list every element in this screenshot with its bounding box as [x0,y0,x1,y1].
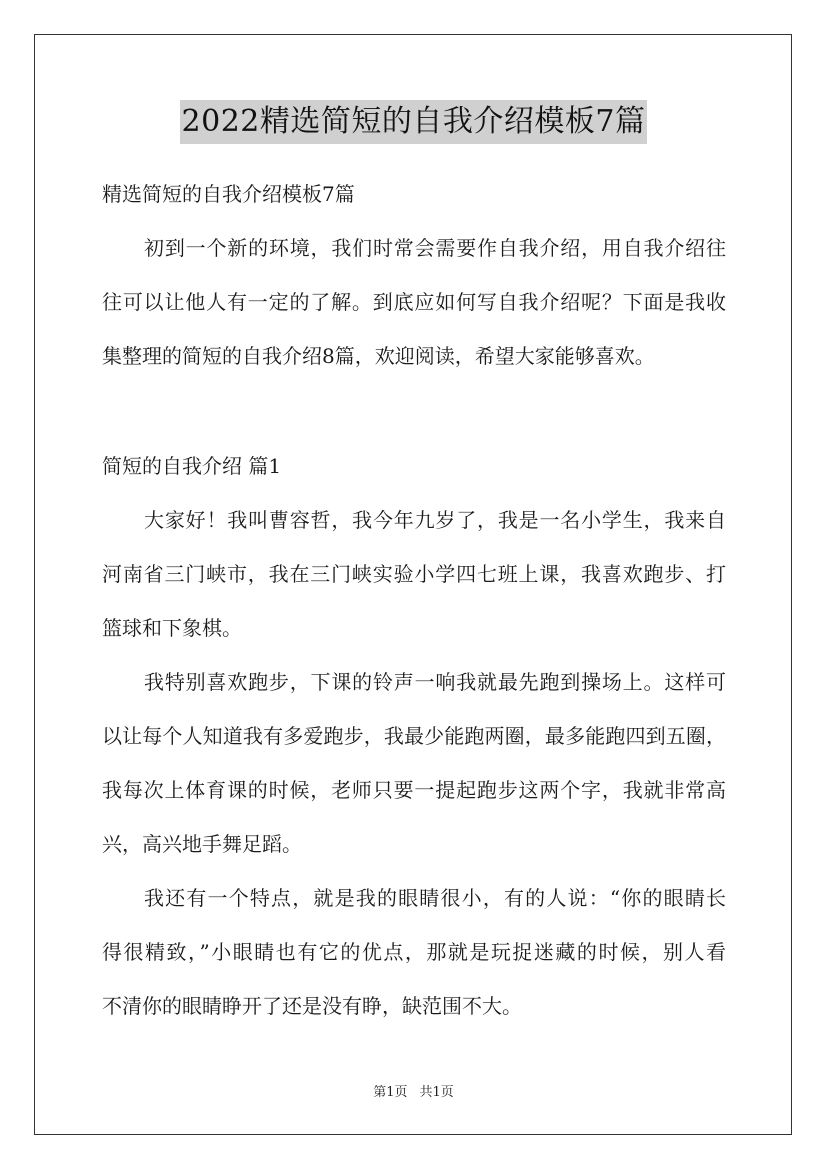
intro-line-2: 往可以让他人有一定的了解。到底应如何写自我介绍呢？下面是我收 [102,290,726,314]
para1-line-1: 大家好！我叫曹容哲，我今年九岁了，我是一名小学生，我来自 [144,508,726,532]
para2-line-2: 以让每个人知道我有多爱跑步，我最少能跑两圈，最多能跑四到五圈， [102,724,726,748]
title-container [0,100,827,144]
page-number-current: 第1页 [373,1085,408,1100]
para2-line-1: 我特别喜欢跑步，下课的铃声一响我就最先跑到操场上。这样可 [144,670,726,694]
para3-line-3: 不清你的眼睛睁开了还是没有睁，缺范围不大。 [102,994,522,1018]
intro-line-3: 集整理的简短的自我介绍8篇，欢迎阅读，希望大家能够喜欢。 [102,344,655,368]
para1-line-2: 河南省三门峡市，我在三门峡实验小学四七班上课，我喜欢跑步、打 [102,562,726,586]
document-subtitle: 精选简短的自我介绍模板7篇 [102,182,355,206]
para2-line-4: 兴，高兴地手舞足蹈。 [102,832,302,856]
para3-line-1: 我还有一个特点，就是我的眼睛很小，有的人说：“你的眼睛长 [144,886,726,910]
section-heading: 简短的自我介绍 篇1 [102,454,282,478]
intro-line-1: 初到一个新的环境，我们时常会需要作自我介绍，用自我介绍往 [144,236,726,260]
para3-line-2: 得很精致，”小眼睛也有它的优点，那就是玩捉迷藏的时候，别人看 [102,940,726,964]
document-title: 2022精选简短的自我介绍模板7篇 [180,100,648,144]
para1-line-3: 篮球和下象棋。 [102,616,242,640]
page-number-total: 共1页 [419,1085,454,1100]
para2-line-3: 我每次上体育课的时候，老师只要一提起跑步这两个字，我就非常高 [102,778,726,802]
page-footer [0,1084,827,1102]
